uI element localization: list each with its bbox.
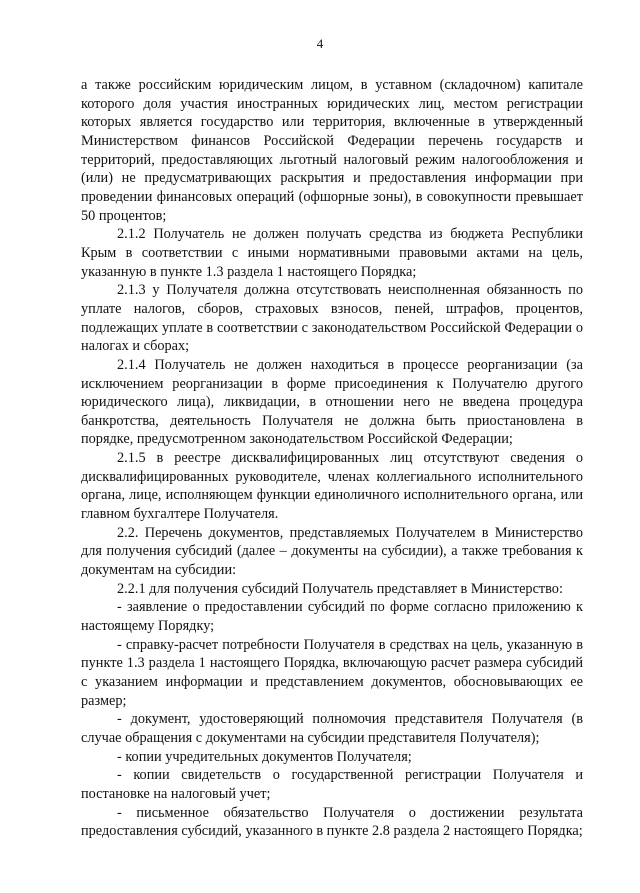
page-number: 4 [316,36,324,51]
list-item-written-obligation: - письменное обязательство Получателя о достижении результата предоставления субсидий, указанного в пункте 2.8 раздела 2 настоящего Порядка; [81,804,583,840]
paragraph-2-2: 2.2. Перечень документов, представляемых Получателем в Министерство для получения субсидий (далее – документы на субсидии), а также требования к документам на субсидии: [81,524,583,579]
list-item-founding-documents: - копии учредительных документов Получателя; [117,748,412,765]
document-body [81,76,583,841]
paragraph-2-1-2: 2.1.2 Получатель не должен получать средства из бюджета Республики Крым в соответствии с иными нормативными правовыми актами на цель, указанную в пункте 1.3 раздела 1 настоящего Порядка; [81,226,583,280]
paragraph-2-1-4: 2.1.4 Получатель не должен находиться в процессе реорганизации (за исключением реорганизации в форме присоединения к Получателю другого юридического лица), ликвидации, в отношении него не введена процедура банкротства, деятельность Получателя не должна быть приостановлена в порядке, предусмотренном законодательством Российской Федерации; [81,356,583,448]
list-item-application: - заявление о предоставлении субсидий по форме согласно приложению к настоящему Порядку; [81,599,583,635]
list-item-calculation: - справку-расчет потребности Получателя в средствах на цель, указанную в пункте 1.3 раздела 1 настоящего Порядка, включающую расчет размера субсидий с указанием информации и представлением документов, обосновывающих ее размер; [81,636,583,709]
paragraph-continuation: а также российским юридическим лицом, в уставном (складочном) капитале которого доля участия иностранных юридических лиц, местом регистрации которых является государство или территория, включенные в утвержденный Министерством финансов Российской Федерации перечень государств и территорий, предоставляющих льготный налоговый режим налогообложения и (или) не предусматривающих раскрытия и предоставления информации при проведении финансовых операций (офшорные зоны), в совокупности превышает 50 процентов; [81,77,583,224]
paragraph-2-1-3: 2.1.3 у Получателя должна отсутствовать неисполненная обязанность по уплате налогов, сборов, страховых взносов, пеней, штрафов, процентов, подлежащих уплате в соответствии с законодательством Российской Федерации о налогах и сборах; [81,282,583,355]
list-item-authority-document: - документ, удостоверяющий полномочия представителя Получателя (в случае обращения с документами на субсидии представителя Получателя); [81,711,583,746]
list-item-registration-certificates: - копии свидетельств о государственной регистрации Получателя и постановке на налоговый учет; [81,767,583,802]
paragraph-2-1-5: 2.1.5 в реестре дисквалифицированных лиц отсутствуют сведения о дисквалифицированных руководителе, членах коллегиального исполнительного органа, лице, исполняющем функции единоличного исполнительного органа, или главном бухгалтере Получателя. [81,450,583,523]
paragraph-2-2-1: 2.2.1 для получения субсидий Получатель представляет в Министерство: [117,580,563,597]
